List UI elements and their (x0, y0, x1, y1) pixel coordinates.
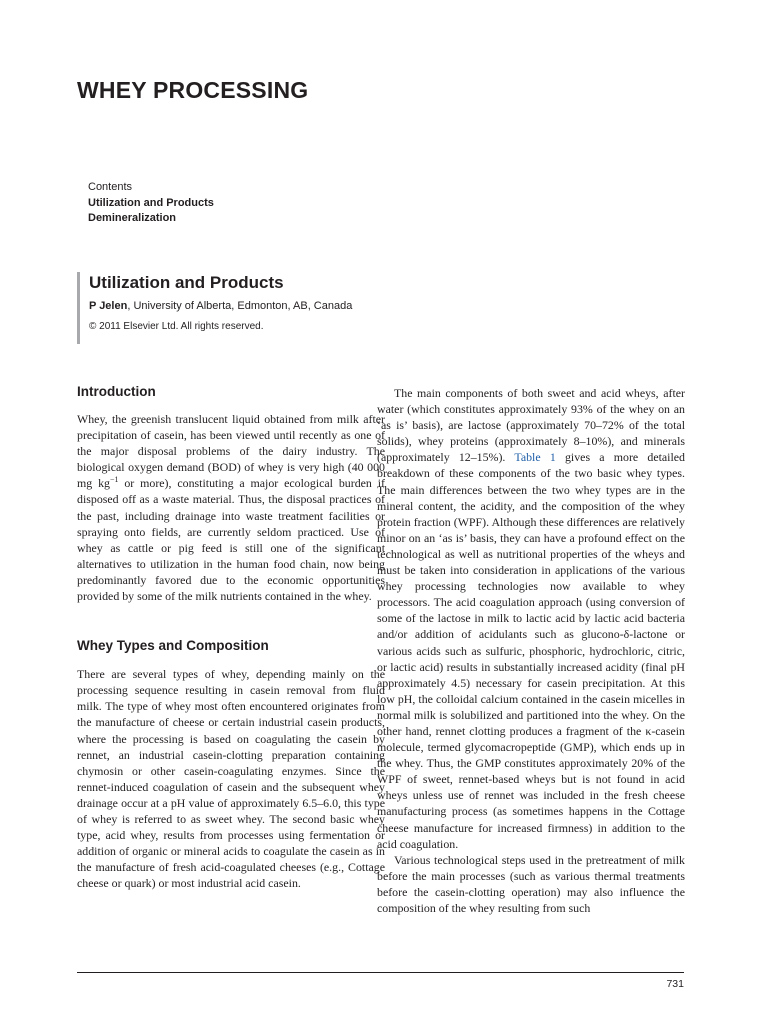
author-line (89, 300, 397, 312)
introduction-paragraph: Whey, the greenish translucent liquid obtained from milk after precipitation of casein, has been viewed until recently as one of the major disposal problems of the dairy industry. The biological oxygen demand (BOD) of whey is very high (40 000 mg $kg^{-1}$ or more), constituting a major ecological burden if disposed off as a waste material. Thus, the disposal practices of the past, including drainage into waste treatment facilities or spraying onto fields, are currently seldom practiced. Use of whey as cattle or pig feed is still one of the significant alternatives to utilization in the human food chain, now being predominantly favored due to the economic opportunities provided by some of the milk nutrients contained in the whey. (77, 412, 386, 604)
page-number: 731 (666, 978, 684, 990)
whey-types-paragraph: There are several types of whey, depending mainly on the processing sequence resulting in casein removal from fluid milk. The type of whey most often encountered originates from the manufacture of cheese or certain industrial casein products, where the processing is based on coagulating the casein by rennet, an industrial casein-clotting preparation containing chymosin or other casein-coagulating enzymes. Since the rennet-induced coagulation of casein and the subsequent whey drainage occur at a pH value of approximately 6.5–6.0, this type of whey is referred to as sweet whey. The second basic whey type, acid whey, results from processes using fermentation or addition of organic or mineral acids to coagulate the casein as in the manufacture of fresh acid-coagulated cheeses (e.g., Cottage cheese or quark) or most industrial acid casein. (77, 667, 385, 891)
section-heading-whey-types: Whey Types and Composition (77, 638, 269, 654)
composition-paragraph: The main components of both sweet and acid wheys, after water (which constitutes approximately 93% of the whey on an ‘as is’ basis), are lactose (approximately 70–72% of the total solids), whey proteins (approximately 8–10%), and minerals (approximately 12–15%). Table 1 gives a more detailed breakdown of these components of the two basic whey types. The main differences between the two whey types are in the mineral content, the acidity, and the composition of the whey protein fraction (WPF). Although these differences are relatively minor on an ‘as is’ basis, they can have a profound effect on the technological as well as nutritional properties of the wheys and must be taken into consideration in applications of the various whey processing technologies now available to whey processors. The acid coagulation approach (using conversion of some of the lactose in milk to lactic acid by lactic acid bacteria and/or addition of acidulants such as glucono-δ-lactone or various acids such as sulfuric, phosphoric, hydrochloric, citric, or lactic acid) results in substantially increased acidity (final pH approximately 4.5) necessary for casein precipitation. At this low pH, the colloidal calcium contained in the casein micelles in normal milk is solubilized and partitioned into the whey. On the other hand, rennet clotting produces a fragment of the κ-casein molecule, termed glycomacropeptide (GMP), which ends up in the whey. Thus, the GMP constitutes approximately 20% of the WPF of sweet, rennet-based wheys but is not found in acid wheys unless use of rennet was included in the fresh cheese manufacturing process (as sometimes happens in the Cottage cheese manufacture for increased firmness) in addition to the acid coagulation. (377, 386, 686, 851)
table-1-link[interactable]: Table 1 (514, 450, 556, 465)
right-column (377, 385, 685, 916)
contents-link-utilization[interactable]: Utilization and Products (88, 196, 214, 209)
section-heading-introduction: Introduction (77, 384, 156, 399)
left-column (77, 383, 385, 891)
author-name: P Jelen (89, 300, 128, 312)
article-title: Utilization and Products (89, 273, 284, 292)
article-header (77, 272, 397, 344)
contents-link-demineralization[interactable]: Demineralization (88, 212, 177, 224)
pretreatment-paragraph: Various technological steps used in the pretreatment of milk before the main processes (such as various thermal treatments before the casein-clotting operation) may also influence the composition of the whey resulting from such (377, 852, 685, 915)
footer-divider (77, 972, 684, 973)
contents-label: Contents (88, 181, 133, 193)
copyright-notice: © 2011 Elsevier Ltd. All rights reserved. (89, 321, 264, 332)
page-title: WHEY PROCESSING (77, 77, 309, 103)
table-of-contents (88, 180, 214, 227)
author-affiliation: , University of Alberta, Edmonton, AB, Canada (127, 300, 353, 312)
